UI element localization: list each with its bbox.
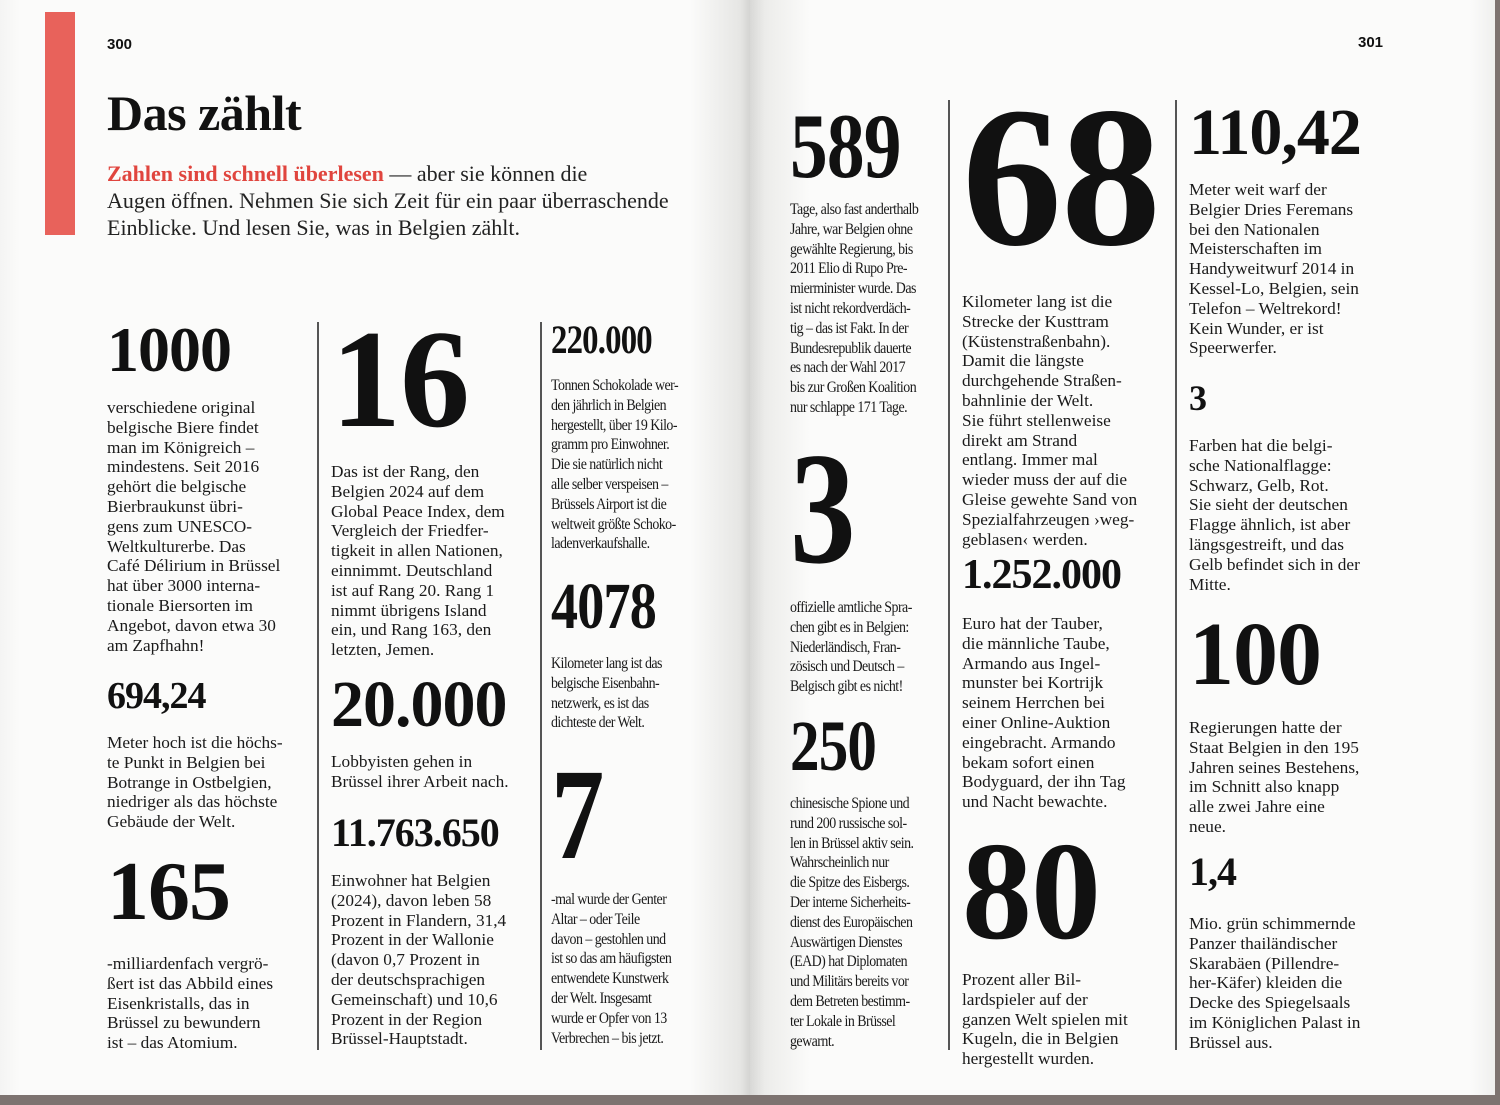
fact-number: 220.000 [551, 317, 652, 362]
column-divider [317, 322, 319, 1050]
fact-number: 1000 [107, 314, 231, 385]
fact-block [962, 814, 1128, 1069]
fact-block [331, 668, 509, 792]
fact-text: verschiedene original belgische Biere findet man im Königreich – mindestens. Seit 2016 gehört die belgische Bierbraukunst übri- gens zum UNESCO- Weltkulturerbe. Das Café Délirium in Brüssel hat über 3000 interna- tionale Biersorten im Angebot, davon etwa 30 am Zapfhahn! [107, 398, 281, 655]
fact-number: 100 [1189, 605, 1321, 704]
fact-block [1189, 380, 1360, 594]
fact-text: Farben hat die belgi- sche Nationalflagge: Schwarz, Gelb, Rot. Sie sieht der deutschen Flagge ähnlich, ist aber längsgestreift, und das Gelb befindet sich in der Mitte. [1189, 436, 1360, 594]
fact-block [790, 706, 927, 1051]
fact-block [331, 302, 505, 660]
intro-highlight: Zahlen sind schnell überlesen [107, 161, 384, 186]
fact-number: 165 [107, 845, 230, 938]
page-title: Das zählt [107, 85, 302, 141]
fact-text: Regierungen hatte der Staat Belgien in den 195 Jahren seines Bestehens, im Schnitt also knapp alle zwei Jahre eine neue. [1189, 718, 1360, 836]
fact-number: 1.252.000 [962, 552, 1121, 598]
fact-text: Meter hoch ist die höchs- te Punkt in Belgien bei Botrange in Ostbelgien, niedriger als das höchste Gebäude der Welt. [107, 733, 283, 832]
fact-text: Kilometer lang ist die Strecke der Kusttram (Küstenstraßenbahn). Damit die längste durchgehende Straßen- bahnlinie der Welt. Sie führt stellenweise direkt am Strand entlang. Immer mal wieder muss der auf die Gleise gewehte Sand von Spezialfahrzeugen ›weg- geblasen‹ werden. [962, 292, 1138, 549]
fact-number: 250 [790, 706, 877, 786]
column-divider [948, 100, 950, 1050]
column-divider [540, 322, 542, 1050]
fact-block [107, 314, 281, 655]
red-accent-bar [45, 12, 75, 235]
fact-number: 589 [790, 95, 901, 197]
intro-text [107, 160, 669, 241]
fact-block [1189, 96, 1361, 358]
fact-number: 3 [1189, 378, 1206, 418]
fact-text: -mal wurde der Genter Altar – oder Teile davon – gestohlen und ist so das am häufigsten entwendete Kunstwerk der Welt. Insgesamt wurde er Opfer von 13 Verbrechen – bis jetzt. [551, 891, 672, 1047]
fact-number: 7 [551, 743, 604, 887]
fact-text: Euro hat der Tauber, die männliche Taube, Armando aus Ingel- munster bei Kortrijk seinem Herrchen bei einer Online-Auktion eingebracht. Armando bekam sofort einen Bodyguard, der ihn Tag und Nacht bewachte. [962, 614, 1126, 812]
fact-block [551, 317, 692, 554]
fact-number: 3 [790, 419, 855, 597]
fact-number: 694,24 [107, 675, 206, 717]
fact-text: Tonnen Schokolade wer- den jährlich in Belgien hergestellt, über 19 Kilo- gramm pro Einwohner. Die sie natürlich nicht alle selber verspeisen – Brüssels Airport ist die weltweit größte Schoko- ladenverkaufshalle. [551, 377, 679, 553]
fact-block [790, 419, 925, 697]
fact-text: Das ist der Rang, den Belgien 2024 auf dem Global Peace Index, dem Vergleich der Friedfer- tigkeit in allen Nationen, einnimmt. Deutschland ist auf Rang 20. Rang 1 nimmt übrigens Island ein, und Rang 163, den letzten, Jemen. [331, 462, 505, 660]
fact-text: Mio. grün schimmernde Panzer thailändischer Skarabäen (Pillendre- her-Käfer) kleiden die Decke des Spiegelsaals im Königlichen Palast in Brüssel aus. [1189, 914, 1361, 1052]
fact-number: 16 [331, 302, 469, 457]
intro-body: — aber sie können die Augen öffnen. Nehmen Sie sich Zeit für ein paar überraschende Einblicke. Und lesen Sie, was in Belgien zählt. [107, 161, 669, 240]
fact-text: Meter weit warf der Belgier Dries Feremans bei den Nationalen Meisterschaften im Handyweitwurf 2014 in Kessel-Lo, Belgien, sein Telefon – Weltrekord! Kein Wunder, er ist Speerwerfer. [1189, 180, 1359, 358]
fact-number: 80 [962, 814, 1100, 969]
fact-text: Einwohner hat Belgien (2024), davon leben 58 Prozent in Flandern, 31,4 Prozent in der Wallonie (davon 0,7 Prozent in der deutschsprachigen Gemeinschaft) und 10,6 Prozent in der Region Brüssel-Hauptstadt. [331, 871, 507, 1049]
column-divider [1175, 100, 1177, 1050]
page-number-right: 301 [1358, 34, 1384, 51]
fact-text: Lobbyisten gehen in Brüssel ihrer Arbeit nach. [331, 752, 509, 791]
fact-number: 4078 [551, 570, 656, 643]
fact-block [1189, 849, 1361, 1053]
fact-block [962, 67, 1160, 549]
fact-block [790, 95, 933, 418]
fact-text: offizielle amtliche Spra- chen gibt es in Belgien: Niederländisch, Fran- zösisch und Deutsch – Belgisch gibt es nicht! [790, 599, 912, 696]
fact-text: chinesische Spione und rund 200 russische sol- len in Brüssel aktiv sein. Wahrscheinlich nur die Spitze des Eisbergs. Der interne Sicherheits- dienst des Europäischen Auswärtigen Dienstes (EAD) hat Diplomaten und Militärs bereits vor dem Betreten bestimm- ter Lokale in Brüssel gewarnt. [790, 795, 914, 1050]
fact-block [1189, 605, 1360, 837]
fact-number: 20.000 [331, 668, 507, 741]
fact-block [551, 743, 685, 1048]
fact-block [107, 845, 274, 1053]
fact-number: 1,4 [1189, 849, 1236, 894]
fact-block [107, 677, 283, 832]
fact-text: Prozent aller Bil- lardspieler auf der ganzen Welt spielen mit Kugeln, die in Belgien hergestellt wurden. [962, 970, 1128, 1069]
page-number-left: 300 [107, 36, 133, 53]
fact-number: 110,42 [1189, 96, 1361, 169]
fact-block [331, 810, 507, 1049]
fact-block [551, 570, 679, 733]
fact-text: -milliardenfach vergrö- ßert ist das Abbild eines Eisenkristalls, das in Brüssel zu bewundern ist – das Atomium. [107, 954, 274, 1053]
fact-text: Tage, also fast anderthalb Jahre, war Belgien ohne gewählte Regierung, bis 2011 Elio di Rupo Pre- mierminister wurde. Das ist nicht rekordverdäch- tig – das ist Fakt. In der Bundesrepublik dauerte es nach der Wahl 2017 bis zur Großen Koalition nur schlappe 171 Tage. [790, 201, 919, 416]
fact-number: 68 [962, 67, 1160, 288]
fact-number: 11.763.650 [331, 810, 499, 855]
fact-block [962, 554, 1126, 812]
fact-text: Kilometer lang ist das belgische Eisenbahn- netzwerk, es ist das dichteste der Welt. [551, 655, 662, 732]
